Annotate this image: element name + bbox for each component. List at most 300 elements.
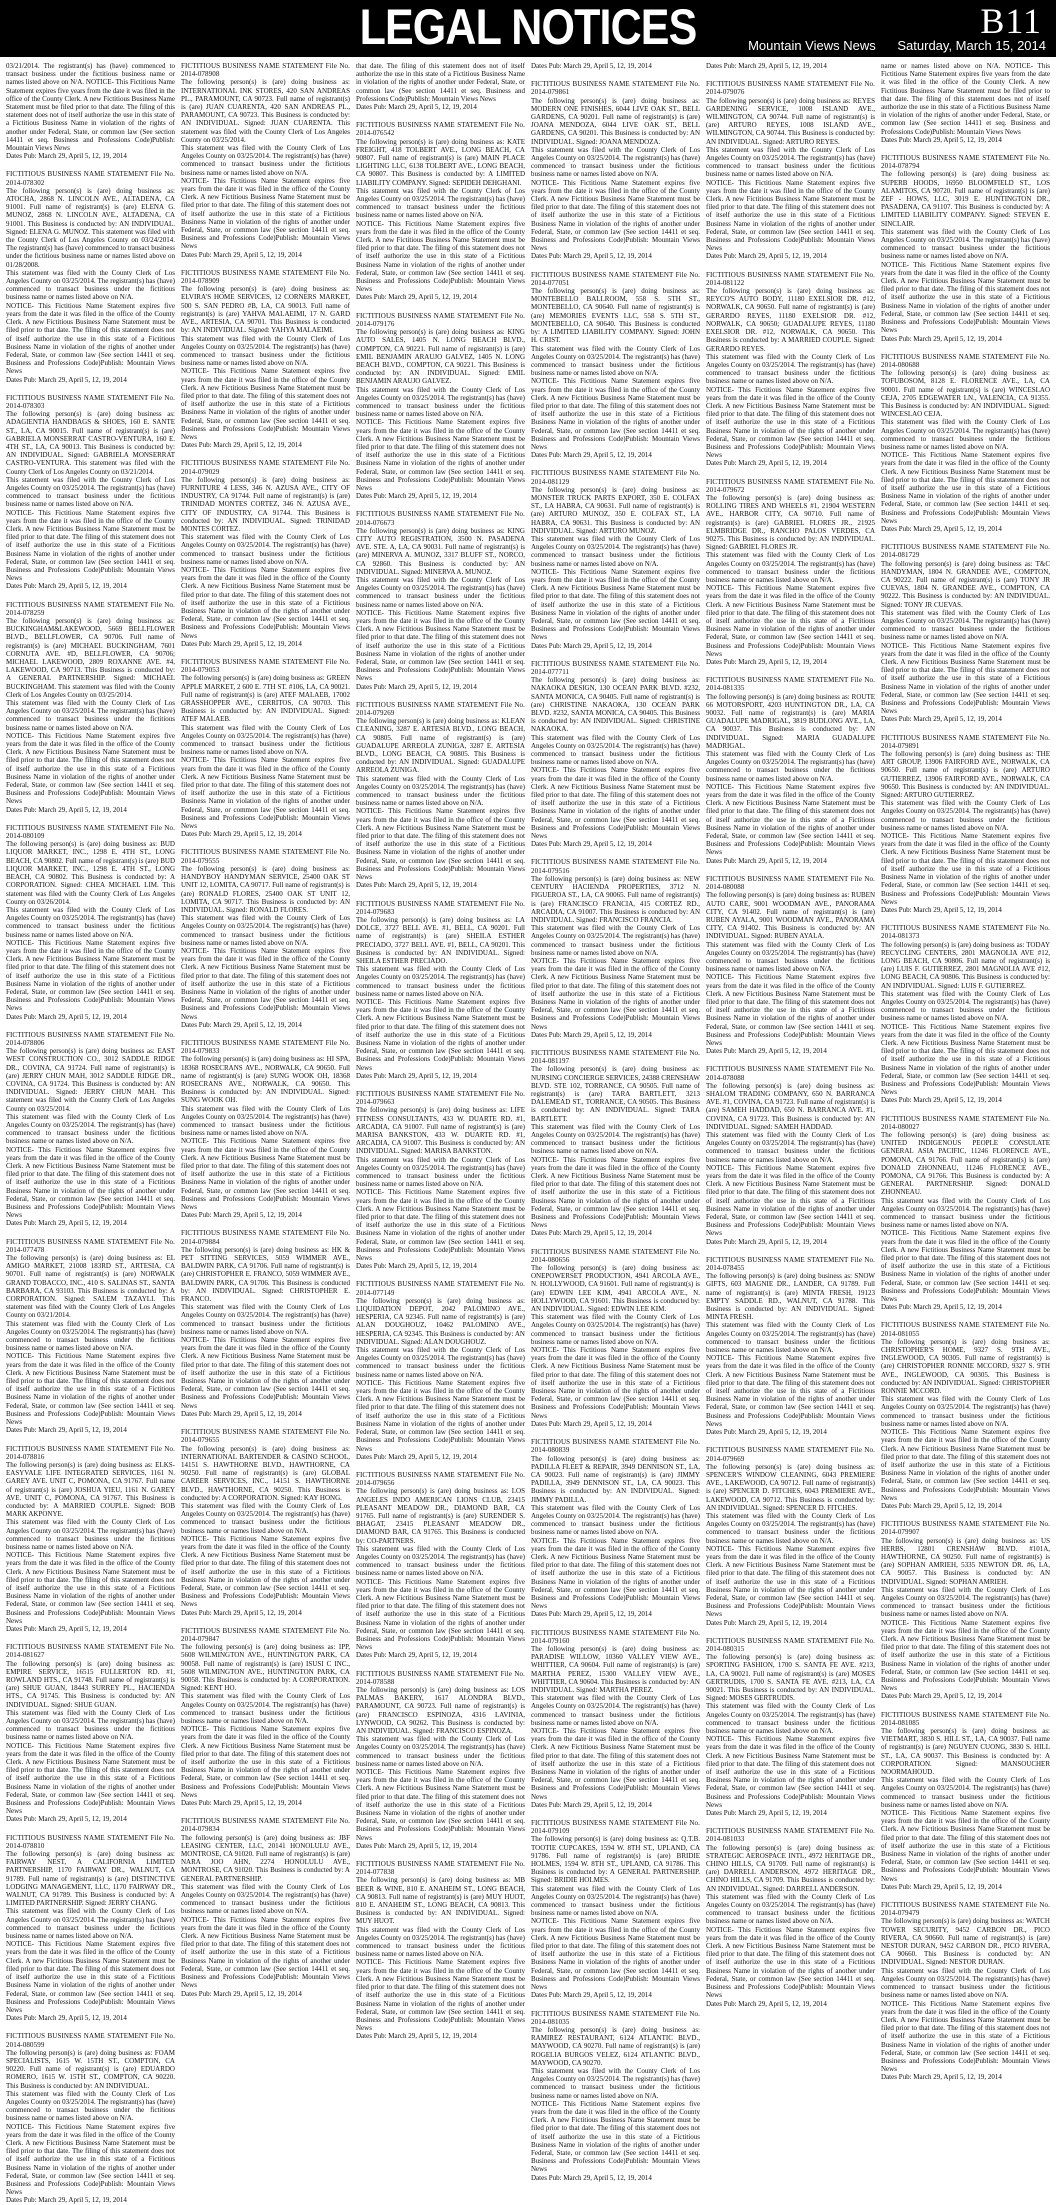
notice-heading: FICTITIOUS BUSINESS NAME STATEMENT File No. 2014-079884 bbox=[181, 1229, 350, 1246]
notice-heading: FICTITIOUS BUSINESS NAME STATEMENT File No. 2014-079029 bbox=[181, 459, 350, 476]
notice-heading: FICTITIOUS BUSINESS NAME STATEMENT File No. 2014-080088 bbox=[706, 874, 875, 892]
fictitious-business-notice bbox=[881, 1115, 1050, 1312]
notice-heading: FICTITIOUS BUSINESS NAME STATEMENT File No. 2014-080109 bbox=[6, 823, 175, 841]
masthead-byline bbox=[730, 38, 1046, 53]
publication-dates: Dates Pub: March 29, April 5, 12, 19, 2014 bbox=[181, 1020, 302, 1029]
notice-body: The following person(s) is (are) doing business as: T&C HANDYMAN, 1804 N. GRANDEE AVE., COMPTON, CA 90222. Full name of registrant(s) is (are) TONY JR CUEVAS, 1804 N. GRANDEE AVE., COMPTON, CA 90222. This Business is conducted by: AN INDIVIDUAL. Signed: TONY JR CUEVAS. bbox=[881, 559, 1050, 609]
publication-dates: Dates Pub: March 29, April 5, 12, 19, 2014 bbox=[881, 905, 1002, 914]
fictitious-business-notice bbox=[881, 543, 1050, 723]
publication-dates: Dates Pub: March 29, April 5, 12, 19, 2014 bbox=[531, 451, 652, 460]
notice-filing-text: This statement was filed with the County Clerk of Los Angeles County on 03/25/2014. The registrant(s) has (have) commenced to transact business under the fictitious business name or names listed above on N/A. bbox=[706, 1892, 875, 1926]
notice-expiry-text: NOTICE- This Fictitious Name Statement expires five years from the date it was filed in the office of the County Clerk. A new Fictitious Business Name Statement must be filed prior to that date. The filing of this statement does not of itself authorize the use in this state of a Fictitious Business Name in violation of the rights of another under Federal, State, or common law (See section 14411 et seq. Business and Professions Code)Publish: Mountain Views News bbox=[181, 756, 350, 831]
fictitious-business-notice bbox=[706, 1065, 875, 1245]
continued-notice-text: Dates Pub: March 29, April 5, 12, 19, 2014 bbox=[706, 62, 827, 70]
notice-filing-text: This statement was filed with the County Clerk of Los Angeles County on 03/25/2014. The registrant(s) has (have) commenced to transact business under the fictitious business name or names listed above on N/A. bbox=[356, 186, 525, 220]
publication-dates: Dates Pub: March 29, April 5, 12, 19, 2014 bbox=[531, 1991, 652, 2000]
notice-expiry-text: NOTICE- This Fictitious Name Statement expires five years from the date it was filed in the office of the County Clerk. A new Fictitious Business Name Statement must be filed prior to that date. The filing of this statement does not of itself authorize the use in this state of a Fictitious Business Name in violation of the rights of another under Federal, State, or common law (See section 14411 et seq. Business and Professions Code)Publish: Mountain Views News bbox=[356, 1958, 525, 2033]
fictitious-business-notice bbox=[6, 601, 175, 814]
notice-heading: FICTITIOUS BUSINESS NAME STATEMENT File No. 2014-079176 bbox=[356, 311, 525, 328]
notice-filing-text: This statement was filed with the County Clerk of Los Angeles County on 03/25/2014. The registrant(s) has (have) commenced to transact business under the fictitious business name or names listed above on N/A. bbox=[706, 1702, 875, 1735]
notice-body: The following person(s) is (are) doing business as: MODERN ONE FINISHES, 6044 LIVE OAK ST., BELL GARDENS, CA 90201. Full name of registrant(s) is (are) JOANA MENDOZA, 6044 LIVE OAK ST., BELL GARDENS, CA 90201. This Business is conducted by: AN INDIVIDUAL. Signed: JOANA MENDOZA. bbox=[531, 96, 700, 146]
notice-expiry-text: NOTICE- This Fictitious Name Statement expires five years from the date it was filed in the office of the County Clerk. A new Fictitious Business Name Statement must be filed prior to that date. The filing of this statement does not of itself authorize the use in this state of a Fictitious Business Name in violation of the rights of another under Federal, State, or common law (See section 14411 et seq. Business and Professions Code)Publish: Mountain Views News bbox=[356, 997, 525, 1072]
notice-heading: FICTITIOUS BUSINESS NAME STATEMENT File No. 2014-079109 bbox=[531, 1819, 700, 1836]
publication-dates: Dates Pub: March 29, April 5, 12, 19, 2014 bbox=[356, 682, 477, 691]
notice-filing-text: This statement was filed with the County Clerk of Los Angeles County on 03/25/2014. The registrant(s) has (have) commenced to transact business under the fictitious business name or names listed above on N/A. bbox=[706, 750, 875, 783]
fictitious-business-notice bbox=[181, 459, 350, 648]
notice-heading: FICTITIOUS BUSINESS NAME STATEMENT File No. 2014-079076 bbox=[706, 80, 875, 97]
notice-heading: FICTITIOUS BUSINESS NAME STATEMENT File No. 2014-080027 bbox=[881, 1114, 1050, 1131]
notice-body: The following person(s) is (are) doing business as: GREEN APPLE MARKET, 2 600 E. 7TH ST. #106, LA, CA 90021. Full name of registrant(s) is (are) ATEF MALAEB, 17002 GRASSHOPPER AVE., CERRITOS, CA 90703. This Business is conducted by: AN INDIVIDUAL. Signed: ATEF MALAEB. bbox=[181, 674, 350, 724]
publication-dates: Dates Pub: March 29, April 5, 12, 19, 2014 bbox=[706, 658, 827, 667]
notice-body: The following person(s) is (are) doing business as: US HERBS, 12801 CRENSHAW BLVD. #101A, HAWTHORNE, CA 90250. Full name of registrant(s) is (are) SOPHAN AMRIEH, 5335 NEWTON DR. #6, LA, CA 90057. This Business is conducted by: AN INDIVIDUAL. Signed: SOPHAN AMRIEH. bbox=[881, 1536, 1050, 1586]
notice-expiry-text: NOTICE- This Fictitious Name Statement expires five years from the date it was filed in the office of the County Clerk. A new Fictitious Business Name Statement must be filed prior to that date. The filing of this statement does not of itself authorize the use in this state of a Fictitious Business Name in violation of the rights of another under Federal, State, or common law (See section 14411 et seq. Business and Professions Code)Publish: Mountain Views News bbox=[6, 938, 175, 1013]
notice-filing-text: This statement was filed with the County Clerk of Los Angeles County on 03/25/2014. The registrant(s) has (have) commenced to transact business under the fictitious business name or names listed above on N/A. bbox=[6, 1518, 175, 1551]
notice-filing-text: This statement was filed with the County Clerk of Los Angeles County on 03/25/2014. The registrant(s) has (have) commenced to transact business under the fictitious business name or names listed above on N/A. bbox=[181, 1692, 350, 1725]
notice-body: The following person(s) is (are) doing business as: SPENCER'S WINDOW CLEANING, 6043 PREMIERE AVE., LAKEWOOD, CA 90712. Full name of registrant(s) is (are) SPENCER D. FITCHES, 6043 PREMIERE AVE., LAKEWOOD, CA 90712. This Business is conducted by: AN INDIVIDUAL. Signed: SPENCER D. FITCHES. bbox=[706, 1462, 875, 1512]
notice-body: The following person(s) is (are) doing business as: ATOCHA, 2868 N. LINCOLN AVE., ALTADENA, CA 91001. Full name of registrant(s) is (are) ELENA G. MUNOZ, 2868 N. LINCOLN AVE., ALTADENA, CA 91001. This Business is conducted by: AN INDIVIDUAL. Signed: ELENA G. MUNOZ. This statement was filed with the County Clerk of Los Angeles County on 03/24/2014. The registrant(s) has (have) commenced to transact business under the fictitious business name or names listed above on 01/28/2008. bbox=[6, 186, 175, 269]
fictitious-business-notice bbox=[6, 1834, 175, 2023]
notice-column bbox=[531, 62, 700, 2182]
fictitious-business-notice bbox=[881, 1901, 1050, 2081]
fictitious-business-notice bbox=[531, 858, 700, 1038]
notice-body: The following person(s) is (are) doing business as: MB BEER & WINE, 810 E. ANAHEIM ST., LONG BEACH, CA 90813. Full name of registrant(s) is (are) MUY HUOT, 810 E. ANAHEIM ST., LONG BEACH, CA 90813. This Business is conducted by: AN INDIVIDUAL. Signed: MUY HUOT. bbox=[356, 1876, 525, 1926]
fictitious-business-notice bbox=[881, 154, 1050, 343]
notice-filing-text: This statement was filed with the County Clerk of Los Angeles County on 03/25/2014. The registrant(s) has (have) commenced to transact business under the fictitious business name or names listed above on N/A. bbox=[181, 723, 350, 757]
notice-heading: FICTITIOUS BUSINESS NAME STATEMENT File No. 2014-081085 bbox=[881, 1710, 1050, 1727]
fictitious-business-notice bbox=[181, 1817, 350, 1997]
fictitious-business-notice bbox=[881, 924, 1050, 1104]
publication-dates: Dates Pub: March 29, April 5, 12, 19, 2014 bbox=[706, 1428, 827, 1437]
notice-expiry-text: NOTICE- This Fictitious Name Statement expires five years from the date it was filed in the office of the County Clerk. A new Fictitious Business Name Statement must be filed prior to that date. The filing of this statement does not of itself authorize the use in this state of a Fictitious Business Name in violation of the rights of another under Federal, State, or common law (See section 14411 et seq. Business and Professions Code)Publish: Mountain Views News bbox=[531, 1536, 700, 1611]
notice-expiry-text: NOTICE- This Fictitious Name Statement expires five years from the date it was filed in the office of the County Clerk. A new Fictitious Business Name Statement must be filed prior to that date. The filing of this statement does not of itself authorize the use in this state of a Fictitious Business Name in violation of the rights of another under Federal, State, or common law (See section 14411 et seq. Business and Professions Code)Publish: Mountain Views News bbox=[706, 178, 875, 253]
notice-expiry-text: NOTICE- This Fictitious Name Statement expires five years from the date it was filed in the office of the County Clerk. A new Fictitious Business Name Statement must be filed prior to that date. The filing of this statement does not of itself authorize the use in this state of a Fictitious Business Name in violation of the rights of another under Federal, State, or common law (See section 14411 et seq. Business and Professions Code)Publish: Mountain Views News bbox=[531, 2099, 700, 2174]
notice-body: The following person(s) is (are) doing business as: BUCKINGHAM&LAKEWOOD, 5669 BELLFLOWER BLVD., BELLFLOWER, CA 90706. Full name of registrant(s) is (are) MICHAEL BUCKINGHAM, 7601 CORNUTA AVE. #D, BELLFLOWER, CA 90706; MICHAEL LAKEWOOD, 2809 ROXANNE AVE. #4, LAKEWOOD, CA 90713. This Business is conducted by: A GENERAL PARTNERSHIP. Signed: MICHAEL BUCKINGHAM. This statement was filed with the County Clerk of Los Angeles County on 03/25/2014. bbox=[6, 617, 175, 699]
fictitious-business-notice bbox=[6, 1643, 175, 1823]
notice-heading: FICTITIOUS BUSINESS NAME STATEMENT File No. 2014-079834 bbox=[181, 1817, 350, 1834]
fictitious-business-notice bbox=[706, 1637, 875, 1817]
notice-expiry-text: NOTICE- This Fictitious Name Statement expires five years from the date it was filed in the office of the County Clerk. A new Fictitious Business Name Statement must be filed prior to that date. The filing of this statement does not of itself authorize the use in this state of a Fictitious Business Name in violation of the rights of another under Federal, State, or common law (See section 14411 et seq. Business and Professions Code)Publish: Mountain Views News bbox=[706, 1163, 875, 1238]
notice-column bbox=[706, 62, 875, 2008]
fictitious-business-notice bbox=[706, 80, 875, 260]
publication-dates: Dates Pub: March 29, April 5, 12, 19, 2014 bbox=[6, 375, 127, 384]
fictitious-business-notice bbox=[6, 2032, 175, 2204]
notice-filing-text: This statement was filed with the County Clerk of Los Angeles County on 03/25/2014. The registrant(s) has (have) commenced to transact business under the fictitious business name or names listed above on N/A. bbox=[531, 1503, 700, 1537]
fictitious-business-notice bbox=[181, 269, 350, 449]
notice-expiry-text: NOTICE- This Fictitious Name Statement expires five years from the date it was filed in the office of the County Clerk. A new Fictitious Business Name Statement must be filed prior to that date. The filing of this statement does not of itself authorize the use in this state of a Fictitious Business Name in violation of the rights of another under Federal, State, or common law (See section 14411 et seq. Business and Professions Code)Publish: Mountain Views News bbox=[881, 1428, 1050, 1502]
notice-filing-text: This statement was filed with the County Clerk of Los Angeles County on 03/25/2014. The registrant(s) has (have) commenced to transact business under the fictitious business name or names listed above on N/A. bbox=[531, 1122, 700, 1156]
notice-heading: FICTITIOUS BUSINESS NAME STATEMENT File No. 2014-079555 bbox=[181, 848, 350, 865]
notice-filing-text: This statement was filed with the County Clerk of Los Angeles County on 03/25/2014. The registrant(s) has (have) commenced to transact business under the fictitious business name or names listed above on N/A. bbox=[6, 268, 175, 302]
notice-heading: FICTITIOUS BUSINESS NAME STATEMENT File No. 2014-078303 bbox=[6, 393, 175, 410]
notice-body: The following person(s) is (are) doing business as: IPP, 5608 WILMINGTON AVE., HUNTINGTON PARK, CA 90058. Full name of registrant(s) is (are) ISUSI C INC., 5608 WILMINGTON AVE., HUNTINGTON PARK, CA 90058. This Business is conducted by: A CORPORATION. Signed: KENT HO. bbox=[181, 1643, 350, 1693]
notice-body: The following person(s) is (are) doing business as: NEW CENTURY HACIENDA PROPERTIES, 3712 N. FIGUEROA ST., LA, CA 90065. Full name of registrant(s) is (are) FRANCISCO FRANCIA, 415 CORTEZ RD., ARCADIA, CA 91007. This Business is conducted by: AN INDIVIDUAL. Signed: FRANCISCO FRANCIA. bbox=[531, 874, 700, 924]
publication-dates: Dates Pub: March 29, April 5, 12, 19, 2014 bbox=[181, 1799, 302, 1808]
notice-body: The following person(s) is (are) doing business as: LIQUIDATION DEPOT, 2042 PALOMINO AVE., HESPERIA, CA 92345. Full name of registrant(s) is (are) ALAN DOUGHOUZ, 10462 PALOMINO AVE., HESPERIA, CA 92345. This Business is conducted by: AN INDIVIDUAL. Signed: ALAN DOUGHOUZ. bbox=[356, 1296, 525, 1346]
notice-body: The following person(s) is (are) doing business as: Q.T.B. TOOTIE CUPCAKES, 1594 W. 8TH ST., UPLAND, CA 91786. Full name of registrant(s) is (are) BRIDIE HOLMES, 1594 W. 8TH ST., UPLAND, CA 91786. This Business is conducted by: A GENERAL PARTNERSHIP. Signed: BRIDIE HOLMES. bbox=[531, 1835, 700, 1885]
notice-expiry-text: NOTICE- This Fictitious Name Statement expires five years from the date it was filed in the office of the County Clerk. A new Fictitious Business Name Statement must be filed prior to that date. The filing of this statement does not of itself authorize the use in this state of a Fictitious Business Name in violation of the rights of another under Federal, State, or common law (See section 14411 et seq. Business and Professions Code)Publish: Mountain Views News bbox=[706, 385, 875, 460]
notice-expiry-text: NOTICE- This Fictitious Name Statement expires five years from the date it was filed in the office of the County Clerk. A new Fictitious Business Name Statement must be filed prior to that date. The filing of this statement does not of itself authorize the use in this state of a Fictitious Business Name in violation of the rights of another under Federal, State, or common law (See section 14411 et seq. Business and Professions Code)Publish: Mountain Views News bbox=[356, 1378, 525, 1453]
notice-body: The following person(s) is (are) doing business as: SNOW GIFTS, 603 MAGNIE DR., LANDER, CA 91789. Full name of registrant(s) is (are) MINTA FRESH, 19123 EMPTY SADDLE RD., WALNUT, CA 91788. This Business is conducted by: AN INDIVIDUAL. Signed: MINTA FRESH. bbox=[706, 1272, 875, 1322]
fictitious-business-notice bbox=[356, 312, 525, 501]
notice-expiry-text: NOTICE- This Fictitious Name Statement expires five years from the date it was filed in the office of the County Clerk. A new Fictitious Business Name Statement must be filed prior to that date. The filing of this statement does not of itself authorize the use in this state of a Fictitious Business Name in violation of the rights of another under Federal, State, or common law (See section 14411 et seq. Business and Professions Code)Publish: Mountain Views News bbox=[6, 1741, 175, 1816]
fictitious-business-notice bbox=[531, 1629, 700, 1809]
publication-dates: Dates Pub: March 29, April 5, 12, 19, 2014 bbox=[6, 582, 127, 591]
notice-filing-text: This statement was filed with the County Clerk of Los Angeles County on 03/25/2014. The registrant(s) has (have) commenced to transact business under the fictitious business name or names listed above on N/A. bbox=[181, 1104, 350, 1138]
publication-dates: Dates Pub: March 29, April 5, 12, 19, 2014 bbox=[356, 293, 477, 302]
notice-heading: FICTITIOUS BUSINESS NAME STATEMENT File No. 2014-079669 bbox=[706, 1446, 875, 1463]
publication-dates: Dates Pub: March 29, April 5, 12, 19, 2014 bbox=[6, 2014, 127, 2023]
continued-notice-text: Dates Pub: March 29, April 5, 12, 19, 2014 bbox=[531, 62, 652, 70]
notice-body: The following person(s) is (are) doing business as: REYCO'S AUTO BODY, 11180 EXELSIOR DR. #12, NORWALK, CA 90650. Full name of registrant(s) is (are) GERARDO REYES, 11180 EXELSIOR DR. #12, NORWALK, CA 90650; GUADALUPE REYES, 11180 EXELSIOR DR. #12, NORWALK, CA 90650. This Business is conducted by: A MARRIED COUPLE. Signed: GERARDO REYES. bbox=[706, 287, 875, 353]
fictitious-business-notice bbox=[881, 1520, 1050, 1700]
fictitious-business-notice bbox=[6, 824, 175, 1021]
notice-heading: FICTITIOUS BUSINESS NAME STATEMENT File No. 2014-079847 bbox=[181, 1626, 350, 1643]
notice-expiry-text: NOTICE- This Fictitious Name Statement expires five years from the date it was filed in the office of the County Clerk. A new Fictitious Business Name Statement must be filed prior to that date. The filing of this statement does not of itself authorize the use in this state of a Fictitious Business Name in violation of the rights of another under Federal, State, or common law (See section 14411 et seq. Business and Professions Code)Publish: Mountain Views News bbox=[6, 301, 175, 376]
publication-dates: Dates Pub: March 29, April 5, 12, 19, 2014 bbox=[706, 856, 827, 865]
fictitious-business-notice bbox=[531, 469, 700, 649]
publication-dates: Dates Pub: March 29, April 5, 12, 19, 2014 bbox=[181, 1989, 302, 1998]
notice-heading: FICTITIOUS BUSINESS NAME STATEMENT File No. 2014-078588 bbox=[356, 1669, 525, 1686]
notice-heading: FICTITIOUS BUSINESS NAME STATEMENT File No. 2014-081627 bbox=[6, 1643, 175, 1660]
notice-heading: FICTITIOUS BUSINESS NAME STATEMENT File No. 2014-081335 bbox=[706, 676, 875, 693]
fictitious-business-notice bbox=[531, 1049, 700, 1238]
publication-dates: Dates Pub: March 29, April 5, 12, 19, 2014 bbox=[706, 1047, 827, 1056]
continued-notice-text: name or names listed above on N/A. NOTICE- This Fictitious Name Statement expires five years from the date it was filed in the office of the County Clerk. A new Fictitious Business Name Statement must be filed prior to that date. The filing of this statement does not of itself authorize the use in this state of a Fictitious Business Name in violation of the rights of another under Federal, State, or common law (See section 14411 et seq. Business and Professions Code)Publish: Mountain Views News Dates Pub: March 29, April 5, 12, 19, 2014 bbox=[881, 62, 1050, 144]
notice-filing-text: This statement was filed with the County Clerk of Los Angeles County on 03/25/2014. The registrant(s) has (have) commenced to transact business under the fictitious business name or names listed above on N/A. bbox=[6, 2089, 175, 2123]
fictitious-business-notice bbox=[356, 1280, 525, 1460]
continued-notice bbox=[531, 62, 700, 70]
notice-filing-text: This statement was filed with the County Clerk of Los Angeles County on 03/25/2014. The registrant(s) has (have) commenced to transact business under the fictitious business name or names listed above on N/A. bbox=[356, 774, 525, 808]
notice-expiry-text: NOTICE- This Fictitious Name Statement expires five years from the date it was filed in the office of the County Clerk. A new Fictitious Business Name Statement must be filed prior to that date. The filing of this statement does not of itself authorize the use in this state of a Fictitious Business Name in violation of the rights of another under Federal, State, or common law (See section 14411 et seq. Business and Professions Code)Publish: Mountain Views News bbox=[531, 1155, 700, 1230]
notice-filing-text: This statement was filed with the County Clerk of Los Angeles County on 03/25/2014. The registrant(s) has (have) commenced to transact business under the fictitious business name or names listed above on N/A. bbox=[181, 334, 350, 368]
notice-body: The following person(s) is (are) doing business as: ADAGIENTIA HANDBAGS & SHOES, 160 E. SANTE ST., LA, CA 90015. Full name of registrant(s) is (are) GABRIELA MONSERRAT CASTRO-VENTURA, 160 E. 4TH ST., LA, CA 90013. This Business is conducted by: AN INDIVIDUAL. Signed: GABRIELA MONSERRAT CASTRO-VENTURA. This statement was filed with the County Clerk of Los Angeles County on 03/21/2014. bbox=[6, 410, 175, 476]
notice-body: The following person(s) is (are) doing business as: STRATEGIC AEROSPACE INTL, 4972 HERITAGE DR., CHINO HILLS, CA 91709. Full name of registrant(s) is (are) DARRELL ANDERSON, 4972 HERITAGE DR., CHINO HILLS, CA 91709. This Business is conducted by: AN INDIVIDUAL. Signed: DARRELL ANDERSON. bbox=[706, 1843, 875, 1893]
notice-expiry-text: NOTICE- This Fictitious Name Statement expires five years from the date it was filed in the office of the County Clerk. A new Fictitious Business Name Statement must be filed prior to that date. The filing of this statement does not of itself authorize the use in this state of a Fictitious Business Name in violation of the rights of another under Federal, State, or common law (See section 14411 et seq. Business and Professions Code)Publish: Mountain Views News bbox=[181, 1336, 350, 1410]
publication-dates: Dates Pub: March 29, April 5, 12, 19, 2014 bbox=[181, 639, 302, 648]
notice-heading: FICTITIOUS BUSINESS NAME STATEMENT File No. 2014-077711 bbox=[531, 659, 700, 677]
notice-body: The following person(s) is (are) doing business as: BUD LIQUOR MARKET, INC., 1298 E. 4TH ST., LONG BEACH, CA 90802. Full name of registrant(s) is (are) BUD LIQUOR MARKET, INC., 1298 E. 4TH ST., LONG BEACH, CA 90802. This Business is conducted by: A CORPORATION. Signed: CHEA MICHAEL LIM. This statement was filed with the County Clerk of Los Angeles County on 03/26/2014. bbox=[6, 840, 175, 906]
notice-column bbox=[181, 62, 350, 1998]
publication-dates: Dates Pub: March 29, April 5, 12, 19, 2014 bbox=[181, 250, 302, 259]
notice-filing-text: This statement was filed with the County Clerk of Los Angeles County on 03/25/2014. The registrant(s) has (have) commenced to transact business under the fictitious business name or names listed above on N/A. bbox=[531, 534, 700, 568]
notice-body: The following person(s) is (are) doing business as: VIETMART, 3830 S. HILL ST., LA, CA 90037. Full name of registrant(s) is (are) NGUYEN CUONG, 3830 S. HILL ST., LA, CA 90037. This Business is conducted by: A CORPORATION. Signed: MANSOUCHER NOORMAHOUD. bbox=[881, 1727, 1050, 1777]
notice-filing-text: This statement was filed with the County Clerk of Los Angeles County on 03/25/2014. The registrant(s) has (have) commenced to transact business under the fictitious business name or names listed above on N/A. bbox=[881, 227, 1050, 261]
notice-body: The following person(s) is (are) doing business as: ELKS-EASYVALE LIFE INTEGRATED SERVICES, 1161 N. GAREY AVE. UNIT C, POMONA, CA 91767. Full name of registrant(s) is (are) JOSHUA YIEU, 1161 N. GAREY AVE. UNIT C, POMONA, CA 91767. This Business is conducted by: A MARRIED COUPLE. Signed: BOB MARK AKPONYE. bbox=[6, 1460, 175, 1519]
notice-heading: FICTITIOUS BUSINESS NAME STATEMENT File No. 2014-079683 bbox=[356, 899, 525, 916]
fictitious-business-notice bbox=[6, 1238, 175, 1435]
notice-expiry-text: NOTICE- This Fictitious Name Statement expires five years from the date it was filed in the office of the County Clerk. A new Fictitious Business Name Statement must be filed prior to that date. The filing of this statement does not of itself authorize the use in this state of a Fictitious Business Name in violation of the rights of another under Federal, State, or common law (See section 14411 et seq. Business and Professions Code)Publish: Mountain Views News bbox=[706, 584, 875, 658]
notice-heading: FICTITIOUS BUSINESS NAME STATEMENT File No. 2014-080599 bbox=[6, 2032, 175, 2049]
notice-heading: FICTITIOUS BUSINESS NAME STATEMENT File No. 2014-079516 bbox=[531, 858, 700, 875]
fictitious-business-notice bbox=[356, 1670, 525, 1850]
fictitious-business-notice bbox=[6, 1031, 175, 1228]
notice-body: The following person(s) is (are) doing business as: KING AUTO SALES, 1405 N. LONG BEACH BLVD., COMPTON, CA 90221. Full name of registrant(s) is (are) EMIL BENJAMIN ARAUJO GALVEZ, 1405 N. LONG BEACH BLVD., COMPTON, CA 90221. This Business is conducted by: AN INDIVIDUAL. Signed: EMIL BENJAMIN ARAUJO GALVEZ. bbox=[356, 328, 525, 386]
notice-body: The following person(s) is (are) doing business as: HANDYBOY HANDYMAN SERVICE, 25400 OAK ST UNIT 12, LOMITA, CA 90717. Full name of registrant(s) is (are) RONALD FLORES, 25400 OAK ST UNIT 12, LOMITA, CA 90717. This Business is conducted by: AN INDIVIDUAL. Signed: RONALD FLORES. bbox=[181, 864, 350, 914]
notice-heading: FICTITIOUS BUSINESS NAME STATEMENT File No. 2014-079479 bbox=[881, 1901, 1050, 1918]
notice-filing-text: This statement was filed with the County Clerk of Los Angeles County on 03/25/2014. The registrant(s) has (have) commenced to transact business under the fictitious business name or names listed above on N/A. bbox=[706, 1511, 875, 1545]
issue-date: Saturday, March 15, 2014 bbox=[897, 38, 1046, 53]
fictitious-business-notice bbox=[706, 1446, 875, 1626]
notice-expiry-text: NOTICE- This Fictitious Name Statement expires five years from the date it was filed in the office of the County Clerk. A new Fictitious Business Name Statement must be filed prior to that date. The filing of this statement does not of itself authorize the use in this state of a Fictitious Business Name in violation of the rights of another under Federal, State, or common law (See section 14411 et seq. Business and Professions Code)Publish: Mountain Views News bbox=[531, 1346, 700, 1420]
publication-dates: Dates Pub: March 29, April 5, 12, 19, 2014 bbox=[181, 1211, 302, 1220]
notice-filing-text: This statement was filed with the County Clerk of Los Angeles County on 03/25/2014. The registrant(s) has (have) commenced to transact business under the fictitious business name or names listed above on N/A. bbox=[6, 475, 175, 509]
notice-expiry-text: NOTICE- This Fictitious Name Statement expires five years from the date it was filed in the office of the County Clerk. A new Fictitious Business Name Statement must be filed prior to that date. The filing of this statement does not of itself authorize the use in this state of a Fictitious Business Name in violation of the rights of another under Federal, State, or common law (See section 14411 et seq. Business and Professions Code)Publish: Mountain Views News bbox=[881, 641, 1050, 716]
notice-expiry-text: NOTICE- This Fictitious Name Statement expires five years from the date it was filed in the office of the County Clerk. A new Fictitious Business Name Statement must be filed prior to that date. The filing of this statement does not of itself authorize the use in this state of a Fictitious Business Name in violation of the rights of another under Federal, State, or common law (See section 14411 et seq. Business and Professions Code)Publish: Mountain Views News bbox=[181, 367, 350, 441]
notice-body: The following person(s) is (are) doing business as: ELVIRA'S HOME SERVICES, 12 CORNERS MARKET, 500 S. SAN PEDRO #B, LA, CA 90013. Full name of registrant(s) is (are) YAHVA MALAEIMI, 17 N. GARD AVE., ARTESIA, CA 90701. This Business is conducted by: AN INDIVIDUAL. Signed: YAHYA MALAEIMI. bbox=[181, 285, 350, 335]
notice-filing-text: This statement was filed with the County Clerk of Los Angeles County on 03/25/2014. The registrant(s) has (have) commenced to transact business under the fictitious business name or names listed above on N/A. bbox=[181, 533, 350, 566]
notice-heading: FICTITIOUS BUSINESS NAME STATEMENT File No. 2014-076542 bbox=[356, 121, 525, 138]
notice-body: The following person(s) is (are) doing business as: NAKAOKA DESIGN, 130 OCEAN PARK BLVD. #232, SANTA MONICA, CA 90405. Full name of registrant(s) is (are) CHRISTINE NAKAOKA, 130 OCEAN PARK BLVD. #232, SANTA MONICA, CA 90405. This Business is conducted by: AN INDIVIDUAL. Signed: CHRISTINE NAKAOKA. bbox=[531, 676, 700, 734]
publication-dates: Dates Pub: March 29, April 5, 12, 19, 2014 bbox=[881, 1882, 1002, 1891]
publication-dates: Dates Pub: March 29, April 5, 12, 19, 2014 bbox=[706, 1999, 827, 2008]
notice-expiry-text: NOTICE- This Fictitious Name Statement expires five years from the date it was filed in the office of the County Clerk. A new Fictitious Business Name Statement must be filed prior to that date. The filing of this statement does not of itself authorize the use in this state of a Fictitious Business Name in violation of the rights of another under Federal, State, or common law (See section 14411 et seq. Business and Professions Code)Publish: Mountain Views News bbox=[706, 973, 875, 1047]
notice-filing-text: This statement was filed with the County Clerk of Los Angeles County on 03/25/2014. The registrant(s) has (have) commenced to transact business under the fictitious business name or names listed above on N/A. bbox=[531, 1694, 700, 1727]
fictitious-business-notice bbox=[881, 1321, 1050, 1510]
notice-expiry-text: NOTICE- This Fictitious Name Statement expires five years from the date it was filed in the office of the County Clerk. A new Fictitious Business Name Statement must be filed prior to that date. The filing of this statement does not of itself authorize the use in this state of a Fictitious Business Name in violation of the rights of another under Federal, State, or common law (See section 14411 et seq. Business and Professions Code)Publish: Mountain Views News bbox=[881, 1809, 1050, 1883]
notice-filing-text: This statement was filed with the County Clerk of Los Angeles County on 03/25/2014. The registrant(s) has (have) commenced to transact business under the fictitious business name or names listed above on N/A. bbox=[531, 344, 700, 378]
notice-filing-text: This statement was filed with the County Clerk of Los Angeles County on 03/25/2014. The registrant(s) has (have) commenced to transact business under the fictitious business name or names listed above on N/A. bbox=[531, 924, 700, 957]
notice-expiry-text: NOTICE- This Fictitious Name Statement expires five years from the date it was filed in the office of the County Clerk. A new Fictitious Business Name Statement must be filed prior to that date. The filing of this statement does not of itself authorize the use in this state of a Fictitious Business Name in violation of the rights of another under Federal, State, or common law (See section 14411 et seq. Business and Professions Code)Publish: Mountain Views News bbox=[181, 1534, 350, 1609]
notice-body: The following person(s) is (are) doing business as: TOFUBOSOM, 8128 E. FLORENCE AVE., LA, CA 90001. Full name of registrant(s) is (are) WINCESLAO CEJA, 2705 EDGEWATER LN., VALENCIA, CA 91355. This Business is conducted by: AN INDIVIDUAL. Signed: WINCESLAO CEJA. bbox=[881, 369, 1050, 419]
notice-filing-text: This statement was filed with the County Clerk of Los Angeles County on 03/25/2014. The registrant(s) has (have) commenced to transact business under the fictitious business name or names listed above on N/A. bbox=[881, 989, 1050, 1023]
notice-heading: FICTITIOUS BUSINESS NAME STATEMENT File No. 2014-078455 bbox=[706, 1255, 875, 1273]
notice-heading: FICTITIOUS BUSINESS NAME STATEMENT File No. 2014-079160 bbox=[531, 1628, 700, 1645]
notice-heading: FICTITIOUS BUSINESS NAME STATEMENT File No. 2014-081129 bbox=[531, 469, 700, 486]
publication-dates: Dates Pub: March 29, April 5, 12, 19, 2014 bbox=[881, 1096, 1002, 1105]
notice-heading: FICTITIOUS BUSINESS NAME STATEMENT File No. 2014-081055 bbox=[881, 1321, 1050, 1338]
notice-heading: FICTITIOUS BUSINESS NAME STATEMENT File No. 2014-079053 bbox=[181, 658, 350, 675]
fictitious-business-notice bbox=[531, 660, 700, 849]
notice-body: The following person(s) is (are) doing business as: FOAM SPECIALISTS, 1615 W. 15TH ST., COMPTON, CA 90220. Full name of registrant(s) is (are) EDUARDO ROMERO, 1615 W. 15TH ST., COMPTON, CA 90220. This Business is conducted by: AN INDIVIDUAL. bbox=[6, 2048, 175, 2090]
fictitious-business-notice bbox=[531, 2010, 700, 2182]
notice-heading: FICTITIOUS BUSINESS NAME STATEMENT File No. 2014-078088 bbox=[706, 1065, 875, 1082]
publication-dates: Dates Pub: March 29, April 5, 12, 19, 2014 bbox=[706, 1809, 827, 1818]
fictitious-business-notice bbox=[881, 734, 1050, 914]
fictitious-business-notice bbox=[6, 1445, 175, 1634]
fictitious-business-notice bbox=[356, 1471, 525, 1660]
notice-body: The following person(s) is (are) doing business as: EL AMIGO MARKET, 21008 183RD ST., ARTESIA, CA 90701. Full name of registrant(s) is (are) NORWALK GRAND TOBACCO, INC., 410 S. SALINAS ST., SANTA BARBARA, CA 93103. This Business is conducted by: A CORPORATION. Signed: SALEM TAZAYLI. This statement was filed with the County Clerk of Los Angeles County on 03/21/2014. bbox=[6, 1254, 175, 1320]
notice-filing-text: This statement was filed with the County Clerk of Los Angeles County on 03/25/2014. The registrant(s) has (have) commenced to transact business under the fictitious business name or names listed above on N/A. bbox=[6, 905, 175, 939]
notice-expiry-text: NOTICE- This Fictitious Name Statement expires five years from the date it was filed in the office of the County Clerk. A new Fictitious Business Name Statement must be filed prior to that date. The filing of this statement does not of itself authorize the use in this state of a Fictitious Business Name in violation of the rights of another under Federal, State, or common law (See section 14411 et seq. Business and Professions Code)Publish: Mountain Views News bbox=[6, 1551, 175, 1625]
continued-notice bbox=[881, 62, 1050, 144]
publication-dates: Dates Pub: March 29, April 5, 12, 19, 2014 bbox=[706, 459, 827, 468]
notice-filing-text: This statement was filed with the County Clerk of Los Angeles County on 03/25/2014. The registrant(s) has (have) commenced to transact business under the fictitious business name or names listed above on N/A. bbox=[531, 145, 700, 179]
fictitious-business-notice bbox=[356, 1090, 525, 1270]
publication-dates: Dates Pub: March 29, April 5, 12, 19, 2014 bbox=[531, 1419, 652, 1428]
notice-expiry-text: NOTICE- This Fictitious Name Statement expires five years from the date it was filed in the office of the County Clerk. A new Fictitious Business Name Statement must be filed prior to that date. The filing of this statement does not of itself authorize the use in this state of a Fictitious Business Name in violation of the rights of another under Federal, State, or common law (See section 14411 et seq. Business and Professions Code)Publish: Mountain Views News bbox=[881, 1229, 1050, 1304]
publication-dates: Dates Pub: March 29, April 5, 12, 19, 2014 bbox=[356, 1651, 477, 1660]
notice-expiry-text: NOTICE- This Fictitious Name Statement expires five years from the date it was filed in the office of the County Clerk. A new Fictitious Business Name Statement must be filed prior to that date. The filing of this statement does not of itself authorize the use in this state of a Fictitious Business Name in violation of the rights of another under Federal, State, or common law (See section 14411 et seq. Business and Professions Code)Publish: Mountain Views News bbox=[6, 731, 175, 806]
notice-column bbox=[356, 62, 525, 2041]
publication-dates: Dates Pub: March 29, April 5, 12, 19, 2014 bbox=[6, 1426, 127, 1435]
fictitious-business-notice bbox=[356, 121, 525, 301]
notice-heading: FICTITIOUS BUSINESS NAME STATEMENT File No. 2014-079833 bbox=[181, 1038, 350, 1056]
masthead bbox=[0, 0, 1056, 57]
notice-body: The following person(s) is (are) doing business as: JBF LEASING CENTER, LLC, 20141 HONOLULU AVE., MONTROSE, CA 91020. Full name of registrant(s) is (are) NARA JOO AHN, 2274 HONOLULU AVE., MONTROSE, CA 91020. This Business is conducted by: A GENERAL PARTNERSHIP. bbox=[181, 1833, 350, 1883]
publication-dates: Dates Pub: March 29, April 5, 12, 19, 2014 bbox=[6, 805, 127, 814]
publication-dates: Dates Pub: March 29, April 5, 12, 19, 2014 bbox=[181, 1608, 302, 1617]
notice-expiry-text: NOTICE- This Fictitious Name Statement expires five years from the date it was filed in the office of the County Clerk. A new Fictitious Business Name Statement must be filed prior to that date. The filing of this statement does not of itself authorize the use in this state of a Fictitious Business Name in violation of the rights of another under Federal, State, or common law (See section 14411 et seq. Business and Professions Code)Publish: Mountain Views News bbox=[181, 176, 350, 251]
notice-filing-text: This statement was filed with the County Clerk of Los Angeles County on 03/25/2014. The registrant(s) has (have) commenced to transact business under the fictitious business name or names listed above on N/A. bbox=[706, 551, 875, 584]
notice-expiry-text: NOTICE- This Fictitious Name Statement expires five years from the date it was filed in the office of the County Clerk. A new Fictitious Business Name Statement must be filed prior to that date. The filing of this statement does not of itself authorize the use in this state of a Fictitious Business Name in violation of the rights of another under Federal, State, or common law (See section 14411 et seq. Business and Professions Code)Publish: Mountain Views News bbox=[6, 1145, 175, 1220]
notice-expiry-text: NOTICE- This Fictitious Name Statement expires five years from the date it was filed in the office of the County Clerk. A new Fictitious Business Name Statement must be filed prior to that date. The filing of this statement does not of itself authorize the use in this state of a Fictitious Business Name in violation of the rights of another under Federal, State, or common law (See section 14411 et seq. Business and Professions Code)Publish: Mountain Views News bbox=[706, 1925, 875, 2000]
publication-dates: Dates Pub: March 29, April 5, 12, 19, 2014 bbox=[356, 2032, 477, 2041]
publication-dates: Dates Pub: March 29, April 5, 12, 19, 2014 bbox=[881, 715, 1002, 724]
notice-body: The following person(s) is (are) doing business as: RUBEN AUTO CARE, 9001 WOODMAN AVE., PANORAMA CITY, CA 91402. Full name of registrant(s) is (are) RUBEN AYALA, 9001 WOODMAN AVE., PANORAMA CITY, CA 91402. This Business is conducted by: AN INDIVIDUAL. Signed: RUBEN AYALA. bbox=[706, 891, 875, 941]
page-number: B11 bbox=[980, 1, 1042, 41]
continued-notice bbox=[6, 62, 175, 160]
publication-dates: Dates Pub: March 29, April 5, 12, 19, 2014 bbox=[356, 1071, 477, 1080]
notice-filing-text: This statement was filed with the County Clerk of Los Angeles County on 03/25/2014. The registrant(s) has (have) commenced to transact business under the fictitious business name or names listed above on N/A. bbox=[881, 1966, 1050, 2000]
publication-name: Mountain Views News bbox=[748, 38, 876, 53]
notice-expiry-text: NOTICE- This Fictitious Name Statement expires five years from the date it was filed in the office of the County Clerk. A new Fictitious Business Name Statement must be filed prior to that date. The filing of this statement does not of itself authorize the use in this state of a Fictitious Business Name in violation of the rights of another under Federal, State, or common law (See section 14411 et seq. Business and Professions Code)Publish: Mountain Views News bbox=[531, 956, 700, 1031]
notice-heading: FICTITIOUS BUSINESS NAME STATEMENT File No. 2014-079656 bbox=[356, 1470, 525, 1488]
notice-body: The following person(s) is (are) doing business as: KING CITY AUTO REGISTRATION, 3500 N. PASADENA AVE. STE. A, LA, CA 90031. Full name of registrant(s) is (are) MINERVA A. MUNOZ, 3317 BLUFF ST., NORCO, CA 92860. This Business is conducted by: AN INDIVIDUAL. Signed: MINERVA A. MUNOZ. bbox=[356, 526, 525, 576]
fictitious-business-notice bbox=[706, 875, 875, 1055]
notice-heading: FICTITIOUS BUSINESS NAME STATEMENT File No. 2014-078806 bbox=[6, 1030, 175, 1047]
publication-dates: Dates Pub: March 29, April 5, 12, 19, 2014 bbox=[881, 1692, 1002, 1701]
notice-expiry-text: NOTICE- This Fictitious Name Statement expires five years from the date it was filed in the office of the County Clerk. A new Fictitious Business Name Statement must be filed prior to that date. The filing of this statement does not of itself authorize the use in this state of a Fictitious Business Name in violation of the rights of another under Federal, State, or common law (See section 14411 et seq. Business and Professions Code)Publish: Mountain Views News bbox=[356, 1577, 525, 1652]
notice-filing-text: This statement was filed with the County Clerk of Los Angeles County on 03/25/2014. The registrant(s) has (have) commenced to transact business under the fictitious business name or names listed above on N/A. bbox=[531, 2066, 700, 2100]
notice-heading: FICTITIOUS BUSINESS NAME STATEMENT File No. 2014-076673 bbox=[356, 510, 525, 527]
publication-dates: Dates Pub: March 29, April 5, 12, 19, 2014 bbox=[531, 641, 652, 650]
notice-filing-text: This statement was filed with the County Clerk of Los Angeles County on 03/25/2014. The registrant(s) has (have) commenced to transact business under the fictitious business name or names listed above on N/A. bbox=[181, 144, 350, 177]
notice-expiry-text: NOTICE- This Fictitious Name Statement expires five years from the date it was filed in the office of the County Clerk. A new Fictitious Business Name Statement must be filed prior to that date. The filing of this statement does not of itself authorize the use in this state of a Fictitious Business Name in violation of the rights of another under Federal, State, or common law (See section 14411 et seq. Business and Professions Code)Publish: Mountain Views News bbox=[706, 1735, 875, 1809]
notice-body: The following person(s) is (are) doing business as: REYES GARDENING SERVICE, 1008 ISLAND AVE., WILMINGTON, CA 90744. Full name of registrant(s) is (are) ARTURO REYES, 1008 ISLAND AVE., WILMINGTON, CA 90744. This Business is conducted by: AN INDIVIDUAL. Signed: ARTURO REYES. bbox=[706, 96, 875, 146]
notice-body: The following person(s) is (are) doing business as: CHRISTOPHER'S HOME, 9327 S. 9TH AVE., INGLEWOOD, CA 90305. Full name of registrant(s) is (are) CHRISTOPHER RONNIE MCCORD, 9327 S. 9TH AVE., INGLEWOOD, CA 90305. This Business is conducted by: AN INDIVIDUAL. Signed: CHRISTOPHER RONNIE MCCORD. bbox=[881, 1337, 1050, 1396]
fictitious-business-notice bbox=[531, 80, 700, 260]
publication-dates: Dates Pub: March 29, April 5, 12, 19, 2014 bbox=[181, 1409, 302, 1418]
publication-dates: Dates Pub: March 29, April 5, 12, 19, 2014 bbox=[531, 840, 652, 849]
notice-filing-text: This statement was filed with the County Clerk of Los Angeles County on 03/25/2014. The registrant(s) has (have) commenced to transact business under the fictitious business name or names listed above on N/A. bbox=[356, 1925, 525, 1959]
publication-dates: Dates Pub: March 29, April 5, 12, 19, 2014 bbox=[531, 1229, 652, 1238]
fictitious-business-notice bbox=[706, 271, 875, 468]
notice-filing-text: This statement was filed with the County Clerk of Los Angeles County on 03/25/2014. The registrant(s) has (have) commenced to transact business under the fictitious business name or names listed above on N/A. bbox=[356, 575, 525, 609]
fictitious-business-notice bbox=[531, 1438, 700, 1618]
notice-heading: FICTITIOUS BUSINESS NAME STATEMENT File No. 2014-080688 bbox=[881, 352, 1050, 369]
notice-expiry-text: NOTICE- This Fictitious Name Statement expires five years from the date it was filed in the office of the County Clerk. A new Fictitious Business Name Statement must be filed prior to that date. The filing of this statement does not of itself authorize the use in this state of a Fictitious Business Name in violation of the rights of another under Federal, State, or common law (See section 14411 et seq. Business and Professions Code)Publish: Mountain Views News bbox=[181, 1725, 350, 1799]
publication-dates: Dates Pub: March 29, April 5, 12, 19, 2014 bbox=[706, 1237, 827, 1246]
notice-expiry-text: NOTICE- This Fictitious Name Statement expires five years from the date it was filed in the office of the County Clerk. A new Fictitious Business Name Statement must be filed prior to that date. The filing of this statement does not of itself authorize the use in this state of a Fictitious Business Name in violation of the rights of another under Federal, State, or common law (See section 14411 et seq. Business and Professions Code)Publish: Mountain Views News bbox=[881, 832, 1050, 906]
fictitious-business-notice bbox=[356, 900, 525, 1080]
fictitious-business-notice bbox=[181, 848, 350, 1028]
publication-dates: Dates Pub: March 29, April 5, 12, 19, 2014 bbox=[6, 1815, 127, 1824]
notice-expiry-text: NOTICE- This Fictitious Name Statement expires five years from the date it was filed in the office of the County Clerk. A new Fictitious Business Name Statement must be filed prior to that date. The filing of this statement does not of itself authorize the use in this state of a Fictitious Business Name in violation of the rights of another under Federal, State, or common law (See section 14411 et seq. Business and Professions Code)Publish: Mountain Views News bbox=[356, 1188, 525, 1263]
notice-heading: FICTITIOUS BUSINESS NAME STATEMENT File No. 2014-077838 bbox=[356, 1860, 525, 1877]
notice-expiry-text: NOTICE- This Fictitious Name Statement expires five years from the date it was filed in the office of the County Clerk. A new Fictitious Business Name Statement must be filed prior to that date. The filing of this statement does not of itself authorize the use in this state of a Fictitious Business Name in violation of the rights of another under Federal, State, or common law (See section 14411 et seq. Business and Professions Code)Publish: Mountain Views News bbox=[531, 766, 700, 841]
fictitious-business-notice bbox=[706, 1827, 875, 2007]
notice-body: The following person(s) is (are) doing business as: INTERNATIONAL INK STORES, 420 SAN ANDREAS PL., PARAMOUNT, CA 90723. Full name of registrant(s) is (are) JUAN CUARENTA, 420 SAN ANDREAS PL., PARAMOUNT, CA 90723. This Business is conducted by: AN INDIVIDUAL. Signed: JUAN CUARENTA. This statement was filed with the County Clerk of Los Angeles County on 03/25/2014. bbox=[181, 78, 350, 144]
section-title: LEGAL NOTICES bbox=[359, 0, 697, 55]
notice-heading: FICTITIOUS BUSINESS NAME STATEMENT File No. 2014-081197 bbox=[531, 1048, 700, 1066]
fictitious-business-notice bbox=[531, 1819, 700, 1999]
notice-column bbox=[6, 62, 175, 2205]
fictitious-business-notice bbox=[706, 478, 875, 667]
notice-body: The following person(s) is (are) doing business as: WATCH TOWER SECURITY, 9452 CARBON DR., PICO RIVERA, CA 90660. Full name of registrant(s) is (are) NESTOR DURAN, 9452 CARBON DR., PICO RIVERA, CA 90660. This Business is conducted by: AN INDIVIDUAL. Signed: NESTOR DURAN. bbox=[881, 1917, 1050, 1967]
notice-expiry-text: NOTICE- This Fictitious Name Statement expires five years from the date it was filed in the office of the County Clerk. A new Fictitious Business Name Statement must be filed prior to that date. The filing of this statement does not of itself authorize the use in this state of a Fictitious Business Name in violation of the rights of another under Federal, State, or common law (See section 14411 et seq. Business and Professions Code)Publish: Mountain Views News bbox=[881, 1618, 1050, 1693]
fictitious-business-notice bbox=[181, 1428, 350, 1617]
notice-filing-text: This statement was filed with the County Clerk of Los Angeles County on 03/25/2014. The registrant(s) has (have) commenced to transact business under the fictitious business name or names listed above on N/A. bbox=[6, 699, 175, 732]
notice-body: The following person(s) is (are) doing business as: MONTEBELLO BALLROOM, 558 S. 5TH ST., MONTEBELLO, CA 90640. Full name of registrant(s) is (are) MEMORIES EVENTS LLC, 558 S. 5TH ST., MONTEBELLO, CA 90640. This Business is conducted by: A LIMITED LIABILITY COMPANY. Signed: JOHN H. CRIST. bbox=[531, 287, 700, 345]
notice-filing-text: This statement was filed with the County Clerk of Los Angeles County on 03/25/2014. The registrant(s) has (have) commenced to transact business under the fictitious business name or names listed above on N/A. bbox=[881, 1776, 1050, 1809]
notice-expiry-text: NOTICE- This Fictitious Name Statement expires five years from the date it was filed in the office of the County Clerk. A new Fictitious Business Name Statement must be filed prior to that date. The filing of this statement does not of itself authorize the use in this state of a Fictitious Business Name in violation of the rights of another under Federal, State, or common law (See section 14411 et seq. Business and Professions Code)Publish: Mountain Views News bbox=[6, 2122, 175, 2197]
notice-filing-text: This statement was filed with the County Clerk of Los Angeles County on 03/25/2014. The registrant(s) has (have) commenced to transact business under the fictitious business name or names listed above on N/A. bbox=[881, 1196, 1050, 1230]
notice-body: The following person(s) is (are) doing business as: ROLLING TIRES AND WHEELS #1, 21904 WESTERN AVE., HARBOR CITY, CA 90710. Full name of registrant(s) is (are) GABRIEL FLORES JR., 21925 ELMBRIDGE DR., RANCHO PALOS VERDES, CA 90275. This Business is conducted by: AN INDIVIDUAL. Signed: GABRIEL FLORES JR. bbox=[706, 493, 875, 552]
publication-dates: Dates Pub: March 29, April 5, 12, 19, 2014 bbox=[6, 2196, 127, 2205]
notice-heading: FICTITIOUS BUSINESS NAME STATEMENT File No. 2014-079269 bbox=[356, 700, 525, 718]
fictitious-business-notice bbox=[181, 1627, 350, 1807]
publication-dates: Dates Pub: March 29, April 5, 12, 19, 2014 bbox=[356, 1841, 477, 1850]
fictitious-business-notice bbox=[531, 271, 700, 460]
notice-body: The following person(s) is (are) doing business as: FAIRWAY NEST, A CALIFORNIA LIMITED PARTNERSHIP, 1170 FAIRWAY DR., WALNUT, CA 91789. Full name of registrant(s) is (are) DISTINCTIVE LODGING MANAGEMENT, LLC, 1170 FAIRWAY DR., WALNUT, CA 91789. This Business is conducted by: A LIMITED PARTNERSHIP. Signed: JERRY CHANG. bbox=[6, 1850, 175, 1908]
notice-body: The following person(s) is (are) doing business as: TODAY RECYCLING CENTERS, 2801 MAGNOLIA AVE #12, LONG BEACH, CA 90806. Full name of registrant(s) is (are) LUIS F. GUTIERREZ, 2801 MAGNOLIA AVE #12, LONG BEACH, CA 90806. This Business is conducted by: AN INDIVIDUAL. Signed: LUIS F. GUTIERREZ. bbox=[881, 940, 1050, 990]
notice-filing-text: This statement was filed with the County Clerk of Los Angeles County on 03/25/2014. The registrant(s) has (have) commenced to transact business under the fictitious business name or names listed above on N/A. bbox=[356, 1346, 525, 1379]
fictitious-business-notice bbox=[881, 1711, 1050, 1891]
continued-notice-text: 03/21/2014. The registrant(s) has (have) commenced to transact business under the fictitious business name or names listed above on N/A. NOTICE- This Fictitious Name Statement expires five years from the date it was filed in the office of the County Clerk. A new Fictitious Business Name Statement must be filed prior to that date. The filing of this statement does not of itself authorize the use in this state of a Fictitious Business Name in violation of the rights of another under Federal, State, or common law (See section 14411 et seq. Business and Professions Code)Publish: Mountain Views News Dates Pub: March 29, April 5, 12, 19, 2014 bbox=[6, 62, 175, 161]
notice-body: The following person(s) is (are) doing business as: RAMIREZ RESTAURANT, 6124 ATLANTIC BLVD., MAYWOOD, CA 90270. Full name of registrant(s) is (are) ROGELIA BURGOS VELEZ, 6124 ATLANTIC BLVD., MAYWOOD, CA 90270. bbox=[531, 2025, 700, 2067]
publication-dates: Dates Pub: March 29, April 5, 12, 19, 2014 bbox=[356, 492, 477, 501]
notice-filing-text: This statement was filed with the County Clerk of Los Angeles County on 03/25/2014. The registrant(s) has (have) commenced to transact business under the fictitious business name or names listed above on N/A. bbox=[881, 799, 1050, 832]
notice-heading: FICTITIOUS BUSINESS NAME STATEMENT File No. 2014-079663 bbox=[356, 1089, 525, 1107]
publication-dates: Dates Pub: March 29, April 5, 12, 19, 2014 bbox=[706, 1618, 827, 1627]
notice-filing-text: This statement was filed with the County Clerk of Los Angeles County on 03/25/2014. The registrant(s) has (have) commenced to transact business under the fictitious business name or names listed above on N/A. bbox=[881, 1395, 1050, 1428]
notice-body: The following person(s) is (are) doing business as: PADILLA FLEET & REPAIR, 3949 DENNISON ST., LA, CA 90023. Full name of registrant(s) is (are) JIMMY PADILLA, 3949 DENNISON ST., LA, CA 90023. This Business is conducted by: AN INDIVIDUAL. Signed: JIMMY PADILLA. bbox=[531, 1454, 700, 1504]
notice-expiry-text: NOTICE- This Fictitious Name Statement expires five years from the date it was filed in the office of the County Clerk. A new Fictitious Business Name Statement must be filed prior to that date. The filing of this statement does not of itself authorize the use in this state of a Fictitious Business Name in violation of the rights of another under Federal, State, or common law (See section 14411 et seq. Business and Professions Code)Publish: Mountain Views News bbox=[881, 1999, 1050, 2074]
notice-expiry-text: NOTICE- This Fictitious Name Statement expires five years from the date it was filed in the office of the County Clerk. A new Fictitious Business Name Statement must be filed prior to that date. The filing of this statement does not of itself authorize the use in this state of a Fictitious Business Name in violation of the rights of another under Federal, State, or common law (See section 14411 et seq. Business and Professions Code)Publish: Mountain Views News bbox=[181, 1137, 350, 1212]
publication-dates: Dates Pub: March 29, April 5, 12, 19, 2014 bbox=[181, 441, 302, 450]
publication-dates: Dates Pub: March 29, April 5, 12, 19, 2014 bbox=[181, 830, 302, 839]
notice-expiry-text: NOTICE- This Fictitious Name Statement expires five years from the date it was filed in the office of the County Clerk. A new Fictitious Business Name Statement must be filed prior to that date. The filing of this statement does not of itself authorize the use in this state of a Fictitious Business Name in violation of the rights of another under Federal, State, or common law (See section 14411 et seq. Business and Professions Code)Publish: Mountain Views News bbox=[531, 567, 700, 642]
publication-dates: Dates Pub: March 29, April 5, 12, 19, 2014 bbox=[6, 1012, 127, 1021]
publication-dates: Dates Pub: March 29, April 5, 12, 19, 2014 bbox=[881, 2073, 1002, 2082]
publication-dates: Dates Pub: March 29, April 5, 12, 19, 2014 bbox=[531, 2173, 652, 2182]
notice-body: The following person(s) is (are) doing business as: ROUTE 66 MOTORSPORT, 4203 HUNTINGTON DR., LA, CA 90032. Full name of registrant(s) is (are) MARIA GUADALUPE MADRIGAL, 3819 BUDLONG AVE., LA, CA 90037. This Business is conducted by: AN INDIVIDUAL. Signed: MARIA GUADALUPE MADRIGAL. bbox=[706, 692, 875, 750]
publication-dates: Dates Pub: March 29, April 5, 12, 19, 2014 bbox=[881, 1501, 1002, 1510]
notice-expiry-text: NOTICE- This Fictitious Name Statement expires five years from the date it was filed in the office of the County Clerk. A new Fictitious Business Name Statement must be filed prior to that date. The filing of this statement does not of itself authorize the use in this state of a Fictitious Business Name in violation of the rights of another under Federal, State, or common law (See section 14411 et seq. Business and Professions Code)Publish: Mountain Views News bbox=[881, 260, 1050, 335]
notice-filing-text: This statement was filed with the County Clerk of Los Angeles County on 03/25/2014. The registrant(s) has (have) commenced to transact business under the fictitious business name or names listed above on N/A. bbox=[706, 145, 875, 179]
notice-filing-text: This statement was filed with the County Clerk of Los Angeles County on 03/25/2014. The registrant(s) has (have) commenced to transact business under the fictitious business name or names listed above on N/A. bbox=[356, 385, 525, 419]
notice-expiry-text: NOTICE- This Fictitious Name Statement expires five years from the date it was filed in the office of the County Clerk. A new Fictitious Business Name Statement must be filed prior to that date. The filing of this statement does not of itself authorize the use in this state of a Fictitious Business Name in violation of the rights of another under Federal, State, or common law (See section 14411 et seq. Business and Professions Code)Publish: Mountain Views News bbox=[356, 219, 525, 294]
notice-filing-text: This statement was filed with the County Clerk of Los Angeles County on 03/25/2014. The registrant(s) has (have) commenced to transact business under the fictitious business name or names listed above on N/A. bbox=[6, 1907, 175, 1941]
publication-dates: Dates Pub: March 29, April 5, 12, 19, 2014 bbox=[356, 1452, 477, 1461]
notice-column bbox=[881, 62, 1050, 2082]
fictitious-business-notice bbox=[6, 170, 175, 383]
notice-body: The following person(s) is (are) doing business as: SHALOM TRADING COMPANY, 650 N. BARRANCA AVE. #1, COVINA, CA 91723. Full name of registrant(s) is (are) SAMEH HADDAD, 650 N. BARRANCA AVE. #1, COVINA, CA 91723. This Business is conducted by: AN INDIVIDUAL. Signed: SAMEH HADDAD. bbox=[706, 1081, 875, 1131]
notice-body: The following person(s) is (are) doing business as: KATE FREIGHT, 418 TOLBERT AVE., LONG BEACH, CA 90807. Full name of registrant(s) is (are) MAIN PLACE LIGHTING LLC, 6138 TOLBERT AVE., LONG BEACH, CA 90807. This Business is conducted by: A LIMITED LIABILITY COMPANY. Signed: SEPIDEH DEHGHANI. bbox=[356, 137, 525, 187]
notice-expiry-text: NOTICE- This Fictitious Name Statement expires five years from the date it was filed in the office of the County Clerk. A new Fictitious Business Name Statement must be filed prior to that date. The filing of this statement does not of itself authorize the use in this state of a Fictitious Business Name in violation of the rights of another under Federal, State, or common law (See section 14411 et seq. Business and Professions Code)Publish: Mountain Views News bbox=[356, 418, 525, 492]
fictitious-business-notice bbox=[356, 1860, 525, 2040]
fictitious-business-notice bbox=[356, 701, 525, 890]
notice-filing-text: This statement was filed with the County Clerk of Los Angeles County on 03/25/2014. The registrant(s) has (have) commenced to transact business under the fictitious business name or names listed above on N/A. bbox=[356, 1155, 525, 1189]
legal-notices-columns bbox=[6, 62, 1050, 2205]
fictitious-business-notice bbox=[181, 658, 350, 838]
notice-filing-text: This statement was filed with the County Clerk of Los Angeles County on 03/25/2014. The registrant(s) has (have) commenced to transact business under the fictitious business name or names listed above on N/A. bbox=[881, 418, 1050, 451]
fictitious-business-notice bbox=[881, 353, 1050, 533]
notice-heading: FICTITIOUS BUSINESS NAME STATEMENT File No. 2014-080839 bbox=[531, 1438, 700, 1455]
publication-dates: Dates Pub: March 29, April 5, 12, 19, 2014 bbox=[531, 1030, 652, 1039]
notice-body: The following person(s) is (are) doing business as: EMPIRE SERVICE, 16515 FULLERTON RD. #1, ROWLAND HTS., CA 91748. Full name of registrant(s) is (are) SHUE GUAN, 18443 SURREY PL., HACIENDA HTS., CA 91745. This Business is conducted by: AN INDIVIDUAL. Signed: SHUE GUAN. bbox=[6, 1659, 175, 1709]
notice-body: The following person(s) is (are) doing business as: SPORTING FASHION, 1700 S. SANTA FE AVE. #213, LA, CA 90021. Full name of registrant(s) is (are) MOSES GERTRUDIS, 1700 S. SANTA FE AVE. #213, LA, CA 90021. This Business is conducted by: AN INDIVIDUAL. Signed: MOSES GERTRUDIS. bbox=[706, 1653, 875, 1703]
notice-body: The following person(s) is (are) doing business as: THE ART GROUP, 13906 FAIRFORD AVE., NORWALK, CA 90650. Full name of registrant(s) is (are) ARTURO GUTIERREZ, 13906 FAIRFORD AVE., NORWALK, CA 90650. This Business is conducted by: AN INDIVIDUAL. Signed: ARTURO GUTIERREZ. bbox=[881, 750, 1050, 800]
notice-body: The following person(s) is (are) doing business as: NURSING CONCIERGE SERVICES, 24388 CRENSHAW BLVD. STE 102, TORRANCE, CA 90505. Full name of registrant(s) is (are) TARA BARTLETT, 3213 DALEMEAD ST., TORRANCE, CA 90505. This Business is conducted by: AN INDIVIDUAL. Signed: TARA BARTLETT. bbox=[531, 1065, 700, 1123]
notice-expiry-text: NOTICE- This Fictitious Name Statement expires five years from the date it was filed in the office of the County Clerk. A new Fictitious Business Name Statement must be filed prior to that date. The filing of this statement does not of itself authorize the use in this state of a Fictitious Business Name in violation of the rights of another under Federal, State, or common law (See section 14411 et seq. Business and Professions Code)Publish: Mountain Views News bbox=[881, 1022, 1050, 1097]
notice-expiry-text: NOTICE- This Fictitious Name Statement expires five years from the date it was filed in the office of the County Clerk. A new Fictitious Business Name Statement must be filed prior to that date. The filing of this statement does not of itself authorize the use in this state of a Fictitious Business Name in violation of the rights of another under Federal, State, or common law (See section 14411 et seq. Business and Professions Code)Publish: Mountain Views News bbox=[181, 1915, 350, 1990]
notice-heading: FICTITIOUS BUSINESS NAME STATEMENT File No. 2014-077149 bbox=[356, 1280, 525, 1297]
continued-notice bbox=[356, 62, 525, 111]
notice-body: The following person(s) is (are) doing business as: LA DOLCE, 3727 BELL AVE. #1, BELL, CA 90201. Full name of registrant(s) is (are) SHEILA ESTHER PRECIADO, 3727 BELL AVE. #1, BELL, CA 90201. This Business is conducted by: AN INDIVIDUAL. Signed: SHEILA ESTHER PRECIADO. bbox=[356, 915, 525, 965]
notice-filing-text: This statement was filed with the County Clerk of Los Angeles County on 03/25/2014. The registrant(s) has (have) commenced to transact business under the fictitious business name or names listed above on N/A. bbox=[881, 1585, 1050, 1619]
notice-expiry-text: NOTICE- This Fictitious Name Statement expires five years from the date it was filed in the office of the County Clerk. A new Fictitious Business Name Statement must be filed prior to that date. The filing of this statement does not of itself authorize the use in this state of a Fictitious Business Name in violation of the rights of another under Federal, State, or common law (See section 14411 et seq. Business and Professions Code)Publish: Mountain Views News bbox=[356, 608, 525, 683]
